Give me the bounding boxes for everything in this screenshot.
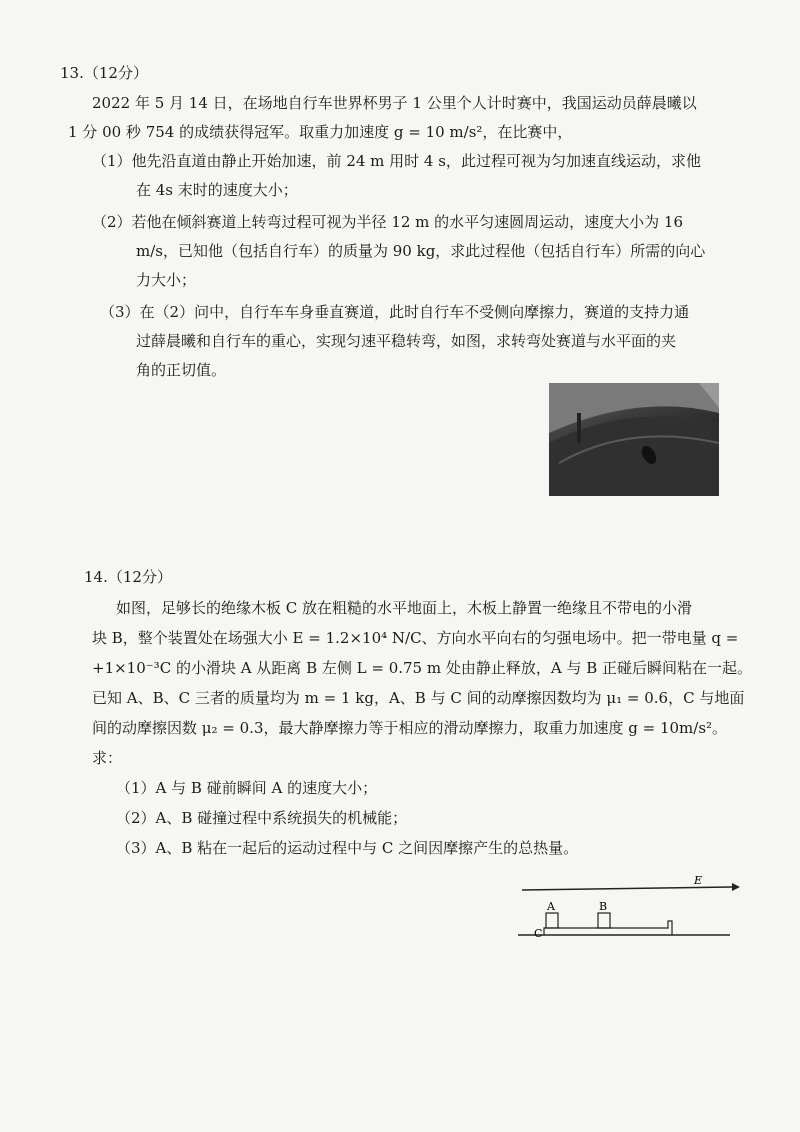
cyclist-track-photo [549,383,719,496]
problem-14-q2: （2）A、B 碰撞过程中系统损失的机械能； [116,809,408,827]
problem-13-q3-line1: （3）在（2）问中，自行车车身垂直赛道，此时自行车不受侧向摩擦力，赛道的支持力通 [100,303,690,321]
block-b [598,913,610,928]
problem-13-intro-line1: 2022 年 5 月 14 日，在场地自行车世界杯男子 1 公里个人计时赛中，我国运动员薛晨曦以 [92,94,697,112]
problem-14-body-line1: 如图，足够长的绝缘木板 C 放在粗糙的水平地面上，木板上静置一绝缘且不带电的小滑 [116,599,693,617]
block-a [546,913,558,928]
problem-13-q1-line1: （1）他先沿直道由静止开始加速，前 24 m 用时 4 s，此过程可视为匀加速直线运动，求他 [92,152,701,170]
problem-13-intro-line2: 1 分 00 秒 754 的成绩获得冠军。取重力加速度 g = 10 m/s²，在比赛中， [68,123,573,141]
field-arrowhead [732,883,740,891]
field-label: E [694,874,703,887]
problem-14-body-line4: 已知 A、B、C 三者的质量均为 m = 1 kg，A、B 与 C 间的动摩擦因数均为 μ₁ = 0.6，C 与地面 [92,689,745,707]
problem-14-body-line3: +1×10⁻³C 的小滑块 A 从距离 B 左侧 L = 0.75 m 处由静止释放，A 与 B 正碰后瞬间粘在一起。 [92,659,753,677]
problem-13-q2-line2: m/s，已知他（包括自行车）的质量为 90 kg，求此过程他（包括自行车）所需的向心 [136,242,706,260]
problem-14-body-line6: 求： [92,749,123,767]
problem-13-q2-line3: 力大小； [136,271,197,289]
problem-13-q3-line2: 过薛晨曦和自行车的重心，实现匀速平稳转弯，如图，求转弯处赛道与水平面的夹 [136,332,677,350]
problem-14-q1: （1）A 与 B 碰前瞬间 A 的速度大小； [116,779,378,797]
problem-13-q1-line2: 在 4s 末时的速度大小； [136,181,298,199]
problem-14-q3: （3）A、B 粘在一起后的运动过程中与 C 之间因摩擦产生的总热量。 [116,839,579,857]
block-b-label: B [599,900,608,913]
field-block-diagram [518,868,740,948]
problem-14-body-line2: 块 B，整个装置处在场强大小 E = 1.2×10⁴ N/C、方向水平向右的匀强电场中。把一带电量 q = [92,629,739,647]
problem-13-q3-line3: 角的正切值。 [136,361,227,379]
block-a-label: A [547,900,555,913]
board-c-label: C [534,927,543,940]
field-line [522,887,732,890]
problem-14-heading: 14.（12分） [84,568,172,586]
problem-13-q2-line1: （2）若他在倾斜赛道上转弯过程可视为半径 12 m 的水平匀速圆周运动，速度大小为 16 [92,213,684,231]
problem-13-heading: 13.（12分） [60,64,148,82]
problem-14-body-line5: 间的动摩擦因数 μ₂ = 0.3，最大静摩擦力等于相应的滑动摩擦力，取重力加速度 g = 10m/s²。 [92,719,728,737]
